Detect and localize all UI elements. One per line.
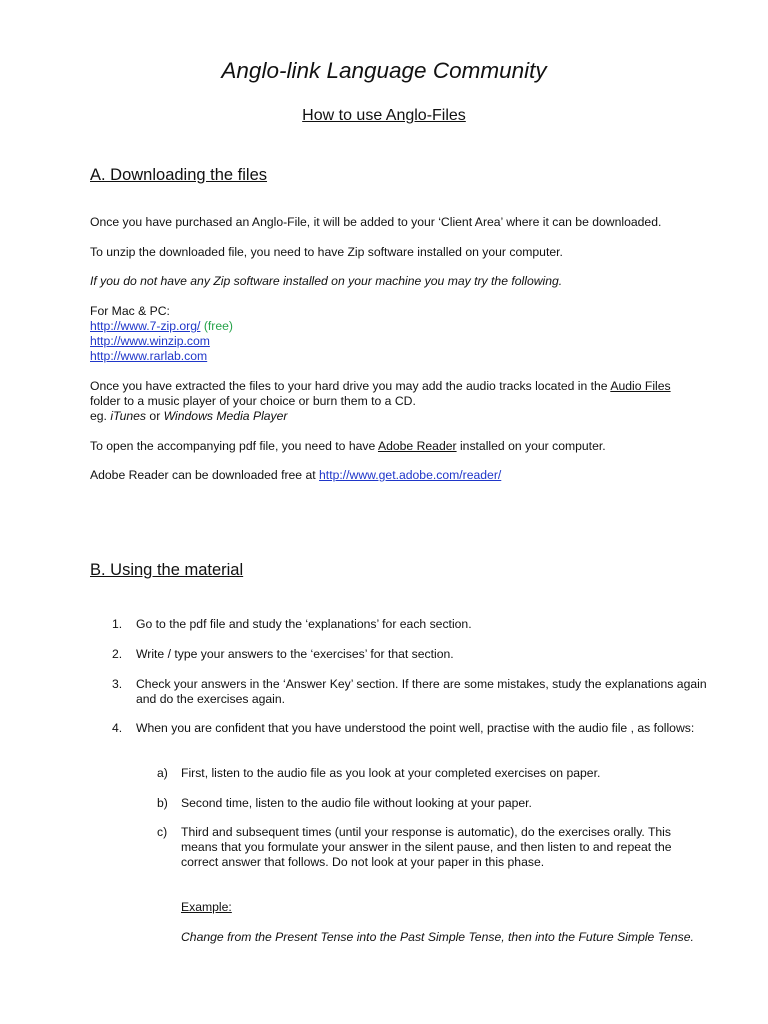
sub-item: Second time, listen to the audio file without looking at your paper. [181, 796, 532, 810]
example-text: Change from the Present Tense into the Past Simple Tense, then into the Future Simple Tense. [181, 930, 694, 944]
sub-item-letter: b) [157, 796, 168, 810]
list-item-number: 2. [112, 647, 123, 661]
pdf-paragraph [90, 439, 710, 454]
link-rarlab[interactable]: http://www.rarlab.com [90, 349, 208, 363]
purchase-paragraph: Once you have purchased an Anglo-File, it will be added to your ‘Client Area’ where it can be downloaded. [90, 215, 662, 229]
link-line-rarlab [90, 349, 710, 364]
sub-item: First, listen to the audio file as you look at your completed exercises on paper. [181, 766, 601, 780]
sub-item-letter: c) [157, 825, 168, 839]
unzip-paragraph: To unzip the downloaded file, you need to have Zip software installed on your computer. [90, 245, 563, 259]
document-title: Anglo-link Language Community [221, 58, 547, 83]
extract-paragraph-line2: folder to a music player of your choice or burn them to a CD. [90, 394, 416, 408]
link-adobe-reader[interactable]: http://www.get.adobe.com/reader/ [319, 468, 502, 482]
list-item: Write / type your answers to the ‘exercises’ for that section. [136, 647, 454, 661]
list-item: Go to the pdf file and study the ‘explanations’ for each section. [136, 617, 472, 631]
document-subtitle: How to use Anglo-Files [302, 107, 466, 124]
example-label: Example: [181, 900, 232, 914]
section-b-heading: B. Using the material [90, 561, 244, 579]
adobe-download-text: Adobe Reader can be downloaded free at [90, 468, 320, 482]
eg-prefix: eg. [90, 409, 111, 423]
itunes-label: iTunes [110, 409, 147, 423]
link-line-7zip [90, 319, 710, 334]
list-item-number: 3. [112, 677, 123, 691]
list-item-number: 1. [112, 617, 123, 631]
list-item: When you are confident that you have understood the point well, practise with the audio file , as follows: [136, 721, 695, 735]
mac-pc-label: For Mac & PC: [90, 304, 170, 318]
sub-item: Third and subsequent times (until your response is automatic), do the exercises orally. This means that you formulate your answer in the silent pause, and then listen to and repeat the correct answer that follows. Do not look at your paper in this phase. [181, 825, 672, 869]
list-item-number: 4. [112, 721, 123, 735]
extract-text: Once you have extracted the files to your hard drive you may add the audio tracks located in the [90, 379, 611, 393]
extract-paragraph [90, 379, 710, 394]
link-7zip[interactable]: http://www.7-zip.org/ [90, 319, 201, 333]
adobe-reader-label: Adobe Reader [377, 439, 457, 453]
adobe-download-paragraph [90, 468, 710, 483]
audio-files-folder: Audio Files [610, 379, 671, 393]
sub-item-letter: a) [157, 766, 168, 780]
pdf-text-after: installed on your computer. [456, 439, 606, 453]
pdf-text-before: To open the accompanying pdf file, you need to have [90, 439, 378, 453]
list-item: Check your answers in the ‘Answer Key’ section. If there are some mistakes, study the explanations again and do the exercises again. [136, 677, 707, 706]
or-label: or [146, 409, 164, 423]
link-winzip[interactable]: http://www.winzip.com [90, 334, 210, 348]
zip-suggestion-paragraph: If you do not have any Zip software installed on your machine you may try the following. [90, 274, 563, 288]
free-note: (free) [203, 319, 233, 333]
example-players [90, 409, 710, 424]
wmp-label: Windows Media Player [163, 409, 288, 423]
section-a-heading: A. Downloading the files [90, 166, 268, 184]
link-line-winzip [90, 334, 710, 349]
